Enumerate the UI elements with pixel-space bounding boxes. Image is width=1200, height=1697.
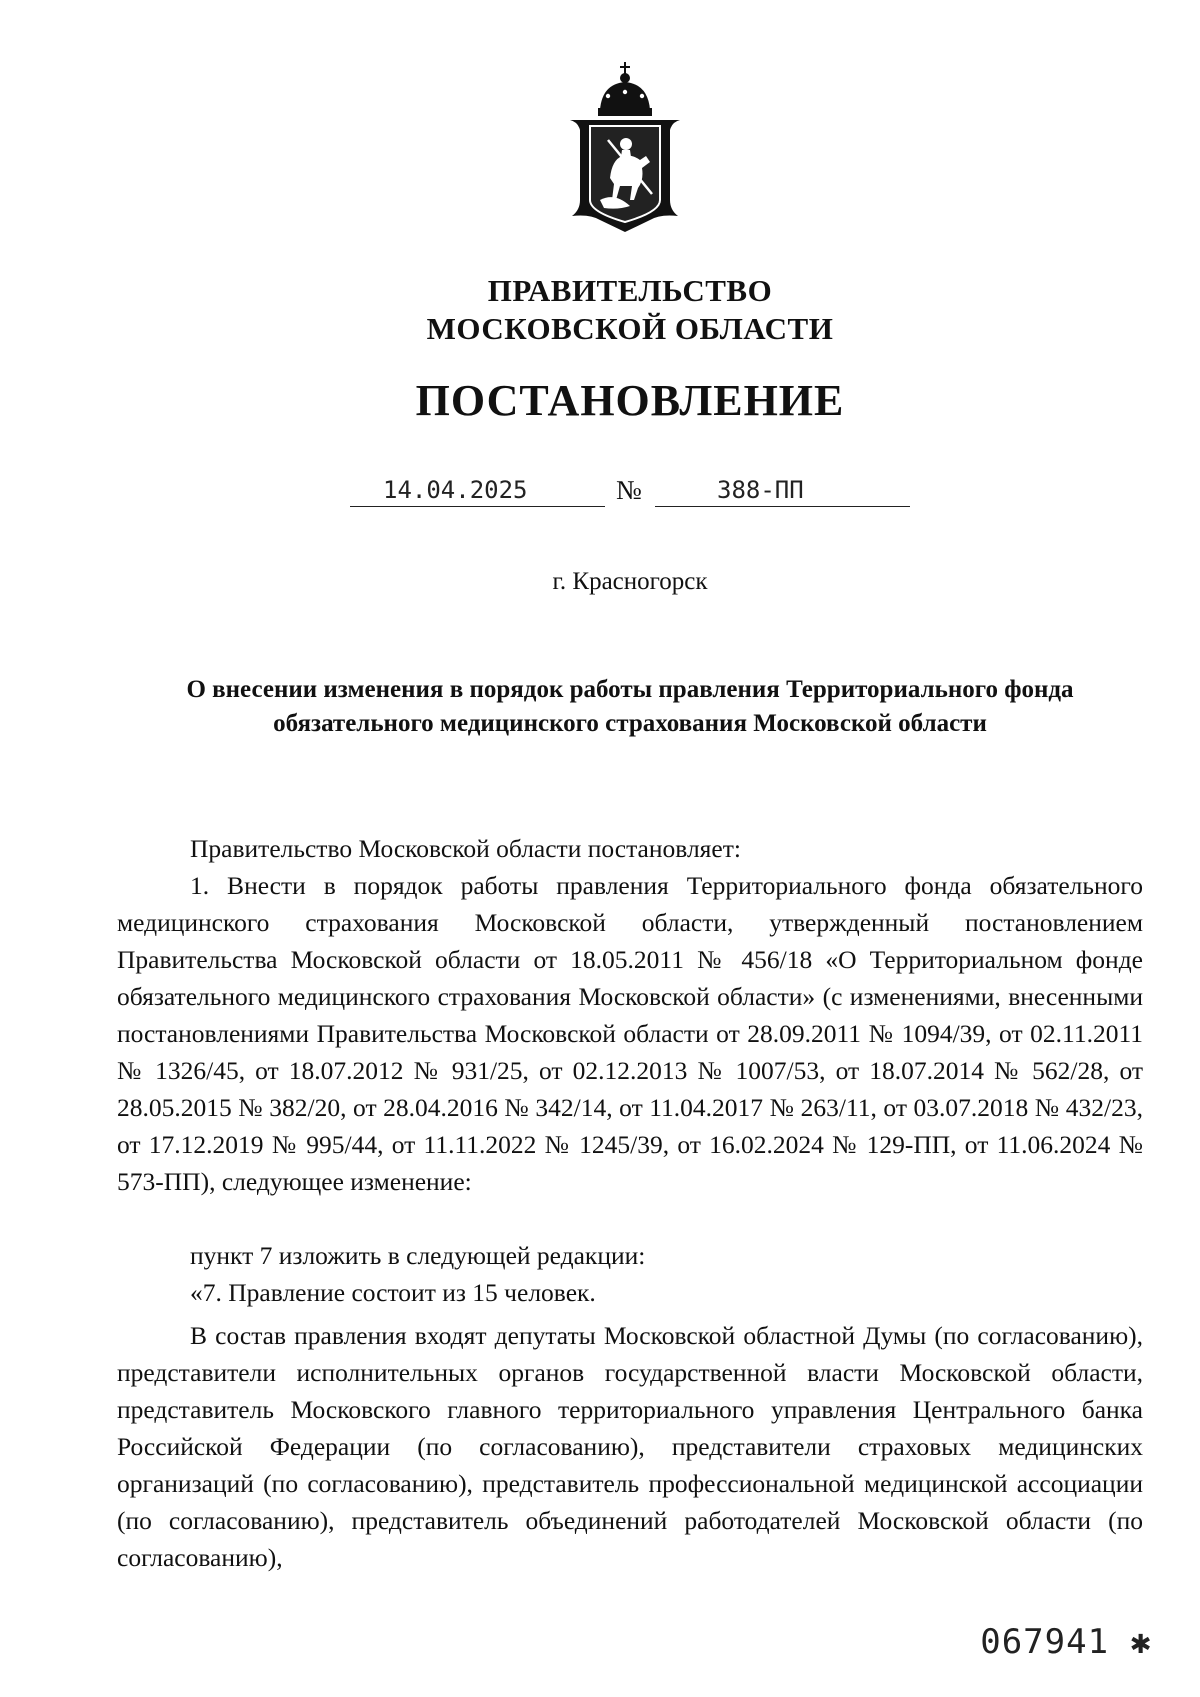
clause-paragraph: пункт 7 изложить в следующей редакции: [190, 1241, 646, 1270]
document-type: ПОСТАНОВЛЕНИЕ [415, 376, 845, 425]
date-field [350, 475, 605, 507]
item-1-paragraph: 1. Внести в порядок работы правления Территориального фонда обязательного медицинского страхования Московской области, утвержденный постановлением Правительства Московской области от 18.05.2011 № 456/18 «О Территориальном фонде обязательного медицинского страхования Московской области» (с изменениями, внесенными постановлениями Правительства Московской области от 28.09.2011 № 1094/39, от 02.11.2011 № 1326/45, от 18.07.2012 № 931/25, от 02.12.2013 № 1007/53, от 18.07.2014 № 562/28, от 28.05.2015 № 382/20, от 28.04.2016 № 342/14, от 11.04.2017 № 263/11, от 03.07.2018 № 432/23, от 17.12.2019 № 995/44, от 11.11.2022 № 1245/39, от 16.02.2024 № 129-ПП, от 11.06.2024 № 573-ПП), следующее изменение: [117, 871, 1143, 1196]
document-title-line-1: О внесении изменения в порядок работы правления Территориального фонда [186, 676, 1074, 703]
date-number-line [0, 475, 1200, 515]
document-date: 14.04.2025 [383, 476, 528, 504]
organization-name-line-1: ПРАВИТЕЛЬСТВО [487, 273, 773, 308]
document-title-line-2: обязательного медицинского страхования Московской области [273, 710, 987, 737]
organization-name-line-2: МОСКОВСКОЙ ОБЛАСТИ [426, 311, 834, 346]
number-sign: № [616, 475, 642, 505]
number-field [655, 475, 910, 507]
resolution-intro: Правительство Московской области постановляет: [190, 834, 741, 863]
document-number: 388-ПП [717, 476, 804, 504]
composition-paragraph: В состав правления входят депутаты Московской областной Думы (по согласованию), представители исполнительных органов государственной власти Московской области, представитель Московского главного территориального управления Центрального банка Российской Федерации (по согласованию), представители страховых медицинских организаций (по согласованию), представитель профессиональной медицинской ассоциации (по согласованию), представитель объединений работодателей Московской области (по согласованию), [117, 1321, 1143, 1572]
coat-of-arms-icon [560, 60, 690, 235]
quoted-paragraph-start: «7. Правление состоит из 15 человек. [190, 1278, 596, 1307]
city: г. Красногорск [552, 568, 708, 595]
form-serial-number: 067941 ✱ [980, 1622, 1152, 1662]
